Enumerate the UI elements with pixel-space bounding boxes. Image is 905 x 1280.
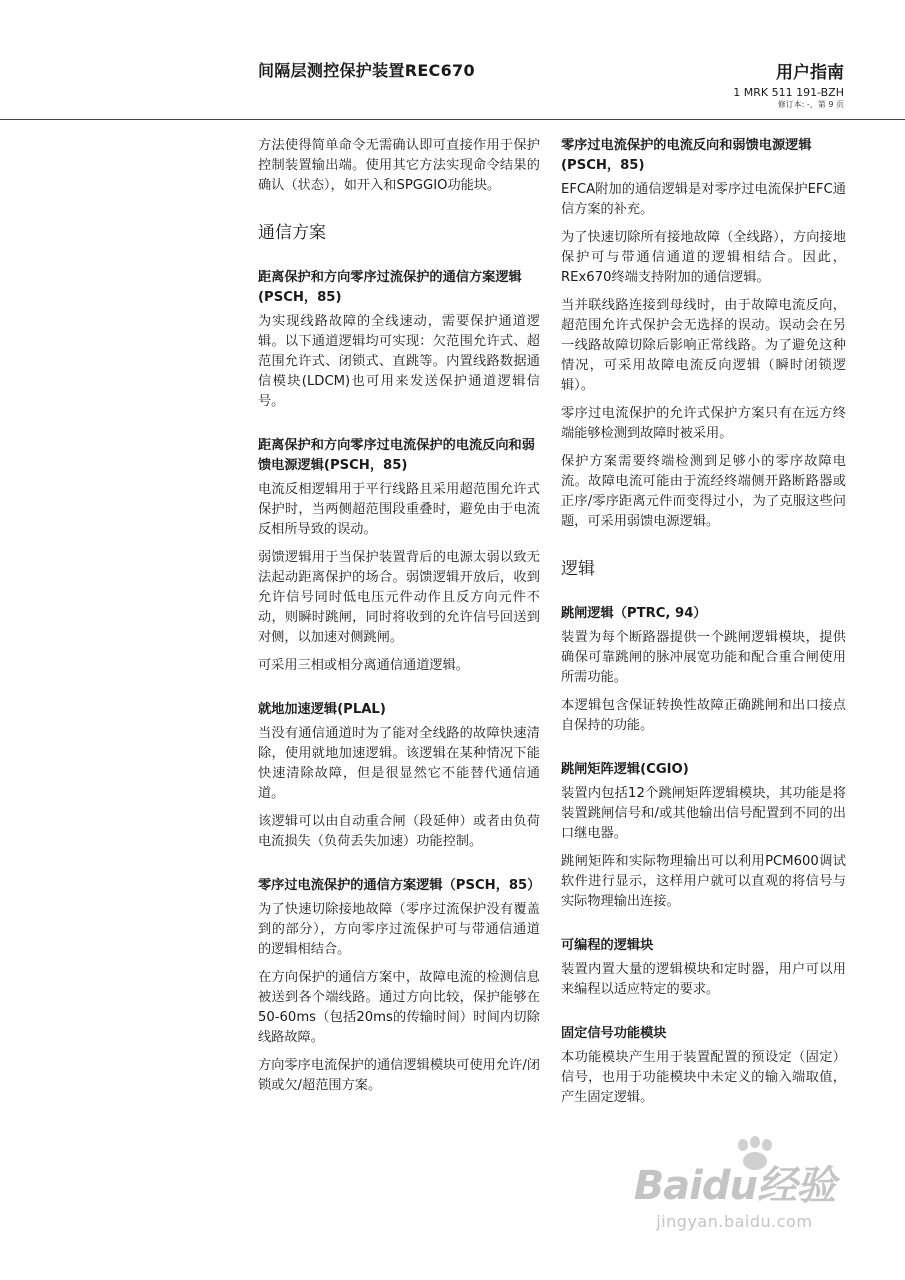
paragraph: EFCA附加的通信逻辑是对零序过电流保护EFC通信方案的补充。 — [561, 182, 846, 217]
paragraph: 装置内包括12个跳闸矩阵逻辑模块，其功能是将装置跳闸信号和/或其他输出信号配置到不同的出口继电器。 — [561, 786, 846, 841]
paragraph: 零序过电流保护的允许式保护方案只有在远方终端能够检测到故障时被采用。 — [561, 406, 846, 441]
watermark-site: jingyan.baidu.com — [656, 1212, 813, 1231]
paragraph: 本逻辑包含保证转换性故障正确跳闸和出口接点自保持的功能。 — [561, 698, 846, 733]
section-heading-logic: 逻辑 — [561, 559, 595, 579]
subsection-title: 零序过电流保护的电流反向和弱馈电源逻辑(PSCH，85) — [561, 138, 812, 173]
revision-page: 修订本: -，第 9 页 — [777, 100, 844, 109]
paragraph: 可采用三相或相分离通信通道逻辑。 — [258, 658, 469, 673]
paragraph: 为了快速切除接地故障（零序过流保护没有覆盖到的部分），方向零序过流保护可与带通信通道的逻辑相结合。 — [258, 902, 540, 957]
document-title: 间隔层测控保护装置REC670 — [258, 61, 475, 80]
subsection-title: 零序过电流保护的通信方案逻辑（PSCH，85） — [258, 878, 541, 893]
header-right — [733, 62, 844, 110]
paragraph: 为了快速切除所有接地故障（全线路），方向接地保护可与带通信通道的逻辑相结合。因此，REx670终端支持附加的通信逻辑。 — [561, 230, 846, 285]
paragraph: 跳闸矩阵和实际物理输出可以利用PCM600调试软件进行显示，这样用户就可以直观的将信号与实际物理输出连接。 — [561, 854, 846, 909]
subsection-title: 距离保护和方向零序过电流保护的电流反向和弱馈电源逻辑(PSCH，85) — [258, 438, 535, 473]
left-column — [258, 136, 540, 1104]
subsection-title: 固定信号功能模块 — [561, 1026, 667, 1041]
subsection-title: 可编程的逻辑块 — [561, 938, 654, 953]
section-heading-communication: 通信方案 — [258, 223, 326, 243]
subsection-title: 就地加速逻辑(PLAL) — [258, 702, 386, 717]
paragraph: 电流反相逻辑用于平行线路且采用超范围允许式保护时，当两侧超范围段重叠时，避免由于电流反相所导致的误动。 — [258, 482, 540, 537]
watermark-logo: Baidu经验 — [633, 1163, 835, 1209]
paragraph: 弱馈逻辑用于当保护装置背后的电源太弱以致无法起动距离保护的场合。弱馈逻辑开放后，收到允许信号同时低电压元件动作且反方向元件不动，则瞬时跳闸，同时将收到的允许信号回送到对侧，以加速对侧跳闸。 — [258, 550, 540, 645]
paragraph: 装置内置大量的逻辑模块和定时器，用户可以用来编程以适应特定的要求。 — [561, 962, 846, 997]
paragraph: 当没有通信通道时为了能对全线路的故障快速清除，使用就地加速逻辑。该逻辑在某种情况下能快速清除故障，但是很显然它不能替代通信通道。 — [258, 726, 540, 801]
paragraph: 该逻辑可以由自动重合闸（段延伸）或者由负荷电流损失（负荷丢失加速）功能控制。 — [258, 814, 540, 849]
paragraph: 当并联线路连接到母线时，由于故障电流反向，超范围允许式保护会无选择的误动。误动会在另一线路故障切除后影响正常线路。为了避免这种情况，可采用故障电流反向逻辑（瞬时闭锁逻辑）。 — [561, 298, 846, 393]
paragraph: 装置为每个断路器提供一个跳闸逻辑模块，提供确保可靠跳闸的脉冲展宽功能和配合重合闸使用所需功能。 — [561, 630, 846, 685]
paragraph: 保护方案需要终端检测到足够小的零序故障电流。故障电流可能由于流经终端侧开路断路器或正序/零序距离元件而变得过小，为了克服这些问题，可采用弱馈电源逻辑。 — [561, 454, 846, 529]
right-column — [561, 136, 846, 1116]
paragraph: 本功能模块产生用于装置配置的预设定（固定）信号，也用于功能模块中未定义的输入端取值，产生固定逻辑。 — [561, 1050, 846, 1105]
header-divider — [0, 119, 905, 120]
subsection-title: 跳闸矩阵逻辑(CGIO) — [561, 762, 689, 777]
subsection-title: 跳闸逻辑（PTRC, 94） — [561, 606, 707, 621]
document-number: 1 MRK 511 191-BZH — [733, 86, 844, 99]
guide-label: 用户指南 — [776, 63, 844, 83]
paragraph: 方向零序电流保护的通信逻辑模块可使用允许/闭锁或欠/超范围方案。 — [258, 1058, 540, 1093]
intro-paragraph: 方法使得简单命令无需确认即可直接作用于保护控制装置输出端。使用其它方法实现命令结果的确认（状态），如开入和SPGGIO功能块。 — [258, 138, 540, 193]
paragraph: 为实现线路故障的全线速动，需要保护通道逻辑。以下通道逻辑均可实现：欠范围允许式、超范围允许式、闭锁式、直跳等。内置线路数据通信模块(LDCM)也可用来发送保护通道逻辑信号。 — [258, 314, 540, 409]
watermark — [634, 1164, 835, 1232]
paragraph: 在方向保护的通信方案中，故障电流的检测信息被送到各个端线路。通过方向比较，保护能够在50-60ms（包括20ms的传输时间）时间内切除线路故障。 — [258, 970, 540, 1045]
subsection-title: 距离保护和方向零序过流保护的通信方案逻辑(PSCH，85) — [258, 270, 522, 305]
